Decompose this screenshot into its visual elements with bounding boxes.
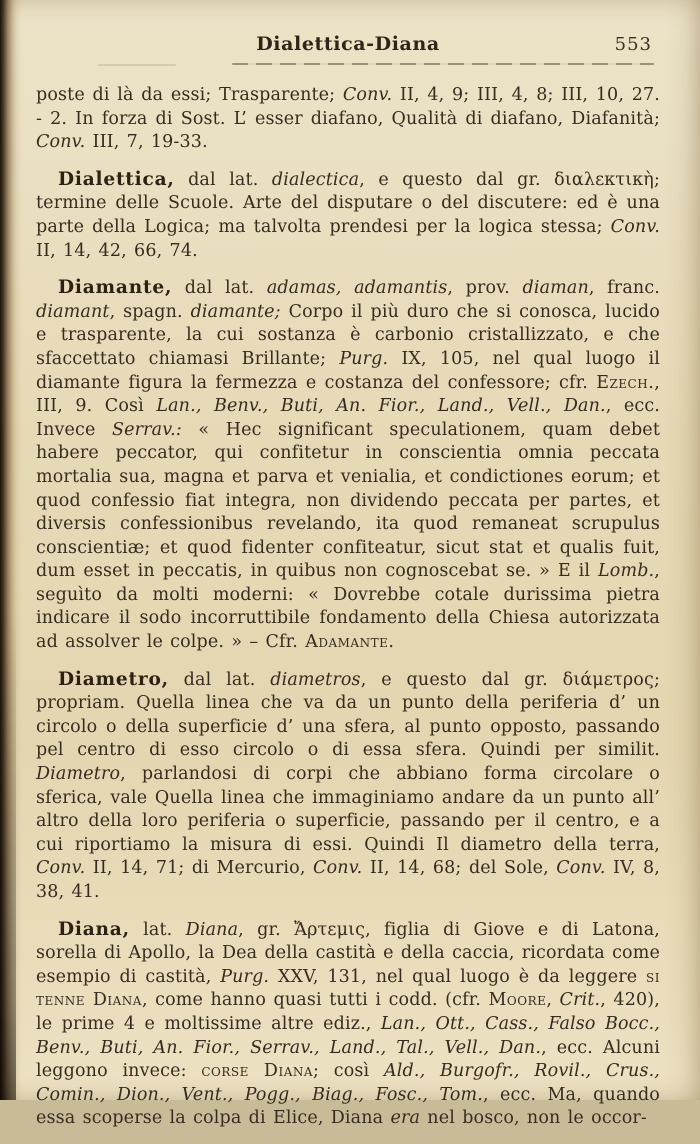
paper-crease — [98, 64, 176, 66]
text-block — [36, 84, 660, 1144]
header-rule — [232, 63, 654, 65]
entry-diana: Diana, lat. Diana, gr. Ἄρτεμις, figlia di Giove e di Latona, sorella di Apollo, la Dea della castità e della caccia, ricordata come esempio di castità, Purg. XXV, 131, nel qual luogo è da leggere si tenne Diana, come hanno quasi tutti i codd. (cfr. Moore, Crit., 420), le prime 4 e moltissime altre ediz., Lan., Ott., Cass., Falso Bocc., Benv., Buti, An. Fior., Serrav., Land., Tal., Vell., Dan., ecc. Alcuni leggono invece: corse Diana; così Ald., Burgofr., Rovil., Crus., Comin., Dion., Vent., Pogg., Biag., Fosc., Tom., ecc. Ma, quando essa scoperse la colpa di Elice, Diana era nel bosco, non le occor- — [36, 918, 660, 1131]
entry-dialettica: Dialettica, dal lat. dialectica, e questo dal gr. διαλεκτικὴ; termine delle Scuole. Arte del disputare o del discutere: ed è una parte della Logica; ma talvolta prendesi per la logica stessa; Conv. II, 14, 42, 66, 74. — [36, 168, 660, 263]
running-header — [36, 33, 660, 59]
binding-shadow-bottom — [0, 605, 16, 1100]
entry-diamante: Diamante, dal lat. adamas, adamantis, prov. diaman, franc. diamant, spagn. diamante; Corpo il più duro che si conosca, lucido e trasparente, la cui sostanza è carbonio cristallizzato, e che sfaccettato chiamasi Brillante; Purg. IX, 105, nel qual luogo il diamante figura la fermezza e costanza del confessore; cfr. Ezech., III, 9. Così Lan., Benv., Buti, An. Fior., Land., Vell., Dan., ecc. Invece Serrav.: « Hec significant speculationem, quam debet habere peccator, qui confitetur in conscientia omnia peccata mortalia sua, magna et parva et venialia, et condictiones eorum; et quod confessio fiat integra, non dividendo peccata per partes, et diversis confessionibus revelando, ita quod remaneat scrupulus conscientiæ; et quod fidenter confiteatur, sicut stat et qualis fuit, dum esset in peccatis, in quibus non cognoscebat se. » E il Lomb., seguìto da molti moderni: « Dovrebbe cotale durissima pietra indicare il sodo incorruttibile fondamento della Chiesa autorizzata ad assolver le colpe. » – Cfr. Adamante. — [36, 276, 660, 655]
entry-diametro: Diametro, dal lat. diametros, e questo dal gr. διάμετρος; propriam. Quella linea che va da un punto della periferia d’ un circolo o della superficie d’ una sfera, al punto opposto, passando pel centro di esso circolo o di essa sfera. Quindi per similit. Diametro, parlandosi di corpi che abbiano forma circolare o sferica, vale Quella linea che immaginiamo andare da un punto all’ altro della loro periferia o superficie, passando per il centro, e a cui riportiamo la misura di essi. Quindi Il diametro della terra, Conv. II, 14, 71; di Mercurio, Conv. II, 14, 68; del Sole, Conv. IV, 8, 38, 41. — [36, 668, 660, 905]
page-number: 553 — [615, 34, 652, 55]
page-header-title: Dialettica-Diana — [256, 33, 440, 55]
entry-continuation-diafano: poste di là da essi; Trasparente; Conv. II, 4, 9; III, 4, 8; III, 10, 27. - 2. In forza di Sost. L’ esser diafano, Qualità di diafano, Diafanità; Conv. III, 7, 19-33. — [36, 84, 660, 155]
